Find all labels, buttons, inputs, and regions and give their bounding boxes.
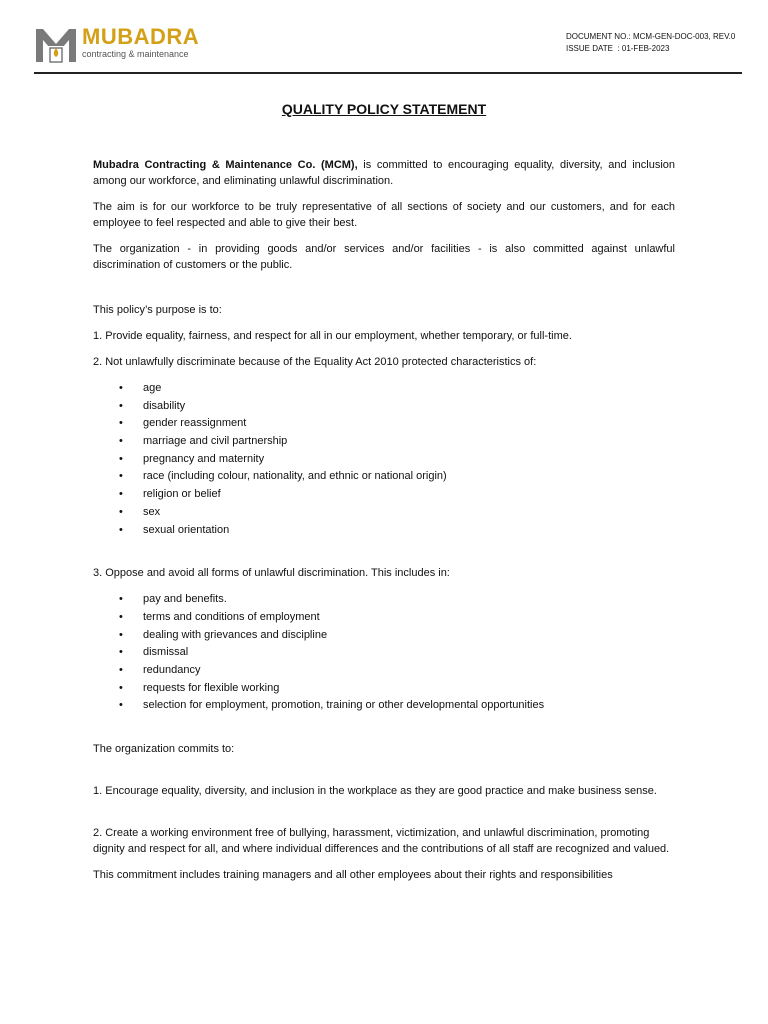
commit-item-1: 1. Encourage equality, diversity, and inclusion in the workplace as they are good practice and make business sense. [93,785,657,797]
list-item: • religion or belief [93,486,675,504]
intro-paragraph-2: The aim is for our workforce to be truly representative of all sections of society and our customers, and for each employee to feel respected and able to give their best. [93,201,675,229]
purpose-item-3: 3. Oppose and avoid all forms of unlawful discrimination. This includes in: [93,567,450,580]
header-divider [34,72,742,74]
list-item: • age [93,380,675,398]
list-item: • selection for employment, promotion, training or other developmental opportunities [93,697,675,715]
company-logo [34,26,199,64]
list-item: • redundancy [93,662,675,680]
intro-paragraph-1-text: is committed to encouraging equality, diversity, and inclusion among our workforce, and eliminating unlawful discrimination. [93,159,675,187]
list-item: • terms and conditions of employment [93,609,675,627]
intro-paragraph-3: The organization - in providing goods and/or services and/or facilities - is also committed against unlawful discrimination of customers or the public. [93,243,675,271]
list-item: • pregnancy and maternity [93,451,675,469]
building-logo-icon [34,26,78,64]
list-item: • dealing with grievances and discipline [93,627,675,645]
commit-item-2: 2. Create a working environment free of bullying, harassment, victimization, and unlawful discrimination, promoting dignity and respect for all, and where individual differences and the contributions of all staff are recognized and valued. [93,827,670,855]
document-info [566,31,735,55]
page-header [0,0,768,76]
purpose-heading: This policy’s purpose is to: [93,304,222,316]
areas-list [93,591,675,715]
commitment-note: This commitment includes training managers and all other employees about their rights and responsibilities [93,869,613,881]
commits-heading: The organization commits to: [93,743,235,755]
list-item: • dismissal [93,644,675,662]
issue-date: ISSUE DATE : 01-FEB-2023 [566,44,670,53]
list-item: • disability [93,398,675,416]
list-item: • sex [93,504,675,522]
purpose-item-1: 1. Provide equality, fairness, and respect for all in our employment, whether temporary, or full-time. [93,330,572,342]
list-item: • requests for flexible working [93,680,675,698]
intro-paragraph-1 [93,157,675,189]
logo-tagline: contracting & maintenance [82,49,189,59]
page-title: QUALITY POLICY STATEMENT [281,101,487,117]
list-item: • pay and benefits. [93,591,675,609]
policy-body [93,157,675,883]
document-number: DOCUMENT NO.: MCM-GEN-DOC-003, REV.0 [566,32,736,41]
list-item: • race (including colour, nationality, and ethnic or national origin) [93,468,675,486]
purpose-item-2: 2. Not unlawfully discriminate because of the Equality Act 2010 protected characteristics of: [93,356,537,368]
logo-name: MUBADRA [82,24,200,49]
list-item: • marriage and civil partnership [93,433,675,451]
characteristics-list [93,380,675,539]
list-item: • gender reassignment [93,415,675,433]
list-item: • sexual orientation [93,522,675,540]
company-name: Mubadra Contracting & Maintenance Co. (MCM), [93,159,358,171]
